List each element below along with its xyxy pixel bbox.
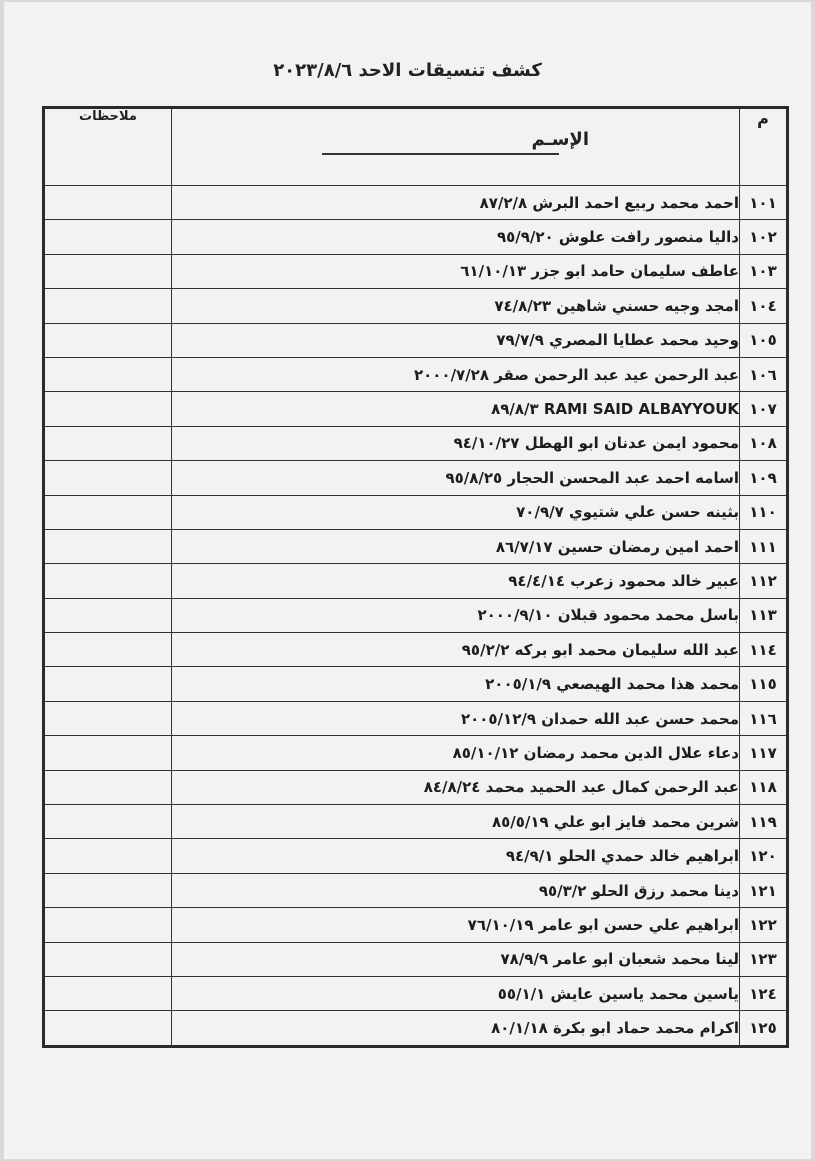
row-number: ١٠٨ bbox=[740, 426, 788, 460]
table-row bbox=[44, 598, 788, 632]
row-number: ١٠٢ bbox=[740, 220, 788, 254]
row-name: محمود ايمن عدنان ابو الهطل ٩٤/١٠/٢٧ bbox=[172, 426, 740, 460]
row-name: بثينه حسن علي شتيوي ٧٠/٩/٧ bbox=[172, 495, 740, 529]
header-number: م bbox=[740, 108, 788, 186]
row-name: RAMI SAID ALBAYYOUK ٨٩/٨/٣ bbox=[172, 392, 740, 426]
table-row bbox=[44, 805, 788, 839]
row-notes bbox=[44, 461, 172, 495]
row-notes bbox=[44, 1011, 172, 1046]
row-name: احمد امين رمضان حسين ٨٦/٧/١٧ bbox=[172, 529, 740, 563]
row-number: ١٢٣ bbox=[740, 942, 788, 976]
table-row bbox=[44, 254, 788, 288]
document-title: كشف تنسيقات الاحد ٢٠٢٣/٨/٦ bbox=[273, 60, 542, 81]
table-row bbox=[44, 976, 788, 1010]
row-number: ١١٥ bbox=[740, 667, 788, 701]
row-number: ١٢٢ bbox=[740, 908, 788, 942]
row-number: ١١١ bbox=[740, 529, 788, 563]
row-notes bbox=[44, 529, 172, 563]
row-notes bbox=[44, 357, 172, 391]
row-number: ١١٣ bbox=[740, 598, 788, 632]
header-notes: ملاحظات bbox=[44, 108, 172, 186]
row-number: ١٠٦ bbox=[740, 357, 788, 391]
row-number: ١١٩ bbox=[740, 805, 788, 839]
row-name: عبير خالد محمود زعرب ٩٤/٤/١٤ bbox=[172, 564, 740, 598]
row-name: عبد الله سليمان محمد ابو بركه ٩٥/٢/٢ bbox=[172, 633, 740, 667]
table-row bbox=[44, 529, 788, 563]
row-notes bbox=[44, 220, 172, 254]
table-row bbox=[44, 633, 788, 667]
row-name: عبد الرحمن عيد عبد الرحمن صقر ٢٠٠٠/٧/٢٨ bbox=[172, 357, 740, 391]
table-row bbox=[44, 323, 788, 357]
table-row bbox=[44, 357, 788, 391]
row-name: محمد هذا محمد الهيصعي ٢٠٠٥/١/٩ bbox=[172, 667, 740, 701]
row-notes bbox=[44, 289, 172, 323]
header-underline bbox=[322, 153, 559, 155]
row-number: ١٠١ bbox=[740, 186, 788, 220]
row-notes bbox=[44, 736, 172, 770]
row-name: دعاء علال الدين محمد رمضان ٨٥/١٠/١٢ bbox=[172, 736, 740, 770]
table-row bbox=[44, 220, 788, 254]
row-number: ١٠٤ bbox=[740, 289, 788, 323]
row-number: ١٢٥ bbox=[740, 1011, 788, 1046]
row-name: اسامه احمد عبد المحسن الحجار ٩٥/٨/٢٥ bbox=[172, 461, 740, 495]
table-row bbox=[44, 736, 788, 770]
table-row bbox=[44, 942, 788, 976]
row-number: ١١٦ bbox=[740, 701, 788, 735]
row-name: عبد الرحمن كمال عبد الحميد محمد ٨٤/٨/٢٤ bbox=[172, 770, 740, 804]
row-notes bbox=[44, 976, 172, 1010]
row-notes bbox=[44, 667, 172, 701]
row-notes bbox=[44, 323, 172, 357]
row-number: ١١٤ bbox=[740, 633, 788, 667]
table-row bbox=[44, 186, 788, 220]
row-name: دينا محمد رزق الحلو ٩٥/٣/٢ bbox=[172, 873, 740, 907]
row-number: ١٠٣ bbox=[740, 254, 788, 288]
row-name: احمد محمد ربيع احمد البرش ٨٧/٢/٨ bbox=[172, 186, 740, 220]
row-name: محمد حسن عبد الله حمدان ٢٠٠٥/١٢/٩ bbox=[172, 701, 740, 735]
row-notes bbox=[44, 426, 172, 460]
row-name: ياسين محمد ياسين عايش ٥٥/١/١ bbox=[172, 976, 740, 1010]
row-number: ١١٨ bbox=[740, 770, 788, 804]
row-name: ابراهيم خالد حمدي الحلو ٩٤/٩/١ bbox=[172, 839, 740, 873]
table-row bbox=[44, 908, 788, 942]
row-name: وحيد محمد عطايا المصري ٧٩/٧/٩ bbox=[172, 323, 740, 357]
row-name: لينا محمد شعبان ابو عامر ٧٨/٩/٩ bbox=[172, 942, 740, 976]
table-row bbox=[44, 667, 788, 701]
table-row bbox=[44, 564, 788, 598]
table-body bbox=[44, 186, 788, 1047]
row-number: ١٠٥ bbox=[740, 323, 788, 357]
header-name-label: الإسـم bbox=[531, 129, 589, 150]
row-name: امجد وجيه حسني شاهين ٧٤/٨/٢٣ bbox=[172, 289, 740, 323]
table-row bbox=[44, 461, 788, 495]
roster-table bbox=[42, 106, 789, 1048]
row-number: ١٢١ bbox=[740, 873, 788, 907]
table-row bbox=[44, 873, 788, 907]
row-number: ١٢٤ bbox=[740, 976, 788, 1010]
table-header-row bbox=[44, 108, 788, 186]
table-row bbox=[44, 426, 788, 460]
header-name bbox=[172, 108, 740, 186]
row-name: باسل محمد محمود قبلان ٢٠٠٠/٩/١٠ bbox=[172, 598, 740, 632]
row-notes bbox=[44, 873, 172, 907]
row-notes bbox=[44, 564, 172, 598]
row-number: ١٠٧ bbox=[740, 392, 788, 426]
row-number: ١١٢ bbox=[740, 564, 788, 598]
row-number: ١١٠ bbox=[740, 495, 788, 529]
table-row bbox=[44, 392, 788, 426]
row-notes bbox=[44, 908, 172, 942]
table-row bbox=[44, 289, 788, 323]
row-notes bbox=[44, 942, 172, 976]
row-notes bbox=[44, 598, 172, 632]
row-name: اكرام محمد حماد ابو بكرة ٨٠/١/١٨ bbox=[172, 1011, 740, 1046]
row-notes bbox=[44, 392, 172, 426]
table-row bbox=[44, 839, 788, 873]
row-notes bbox=[44, 701, 172, 735]
table-row bbox=[44, 701, 788, 735]
row-notes bbox=[44, 839, 172, 873]
table-row bbox=[44, 1011, 788, 1046]
row-name: شرين محمد فايز ابو علي ٨٥/٥/١٩ bbox=[172, 805, 740, 839]
row-notes bbox=[44, 633, 172, 667]
row-notes bbox=[44, 254, 172, 288]
row-notes bbox=[44, 770, 172, 804]
row-number: ١٢٠ bbox=[740, 839, 788, 873]
row-notes bbox=[44, 186, 172, 220]
table-row bbox=[44, 495, 788, 529]
row-number: ١١٧ bbox=[740, 736, 788, 770]
row-name: عاطف سليمان حامد ابو جزر ٦١/١٠/١٣ bbox=[172, 254, 740, 288]
row-notes bbox=[44, 805, 172, 839]
table-row bbox=[44, 770, 788, 804]
row-number: ١٠٩ bbox=[740, 461, 788, 495]
row-notes bbox=[44, 495, 172, 529]
row-name: داليا منصور رافت علوش ٩٥/٩/٢٠ bbox=[172, 220, 740, 254]
row-name: ابراهيم علي حسن ابو عامر ٧٦/١٠/١٩ bbox=[172, 908, 740, 942]
